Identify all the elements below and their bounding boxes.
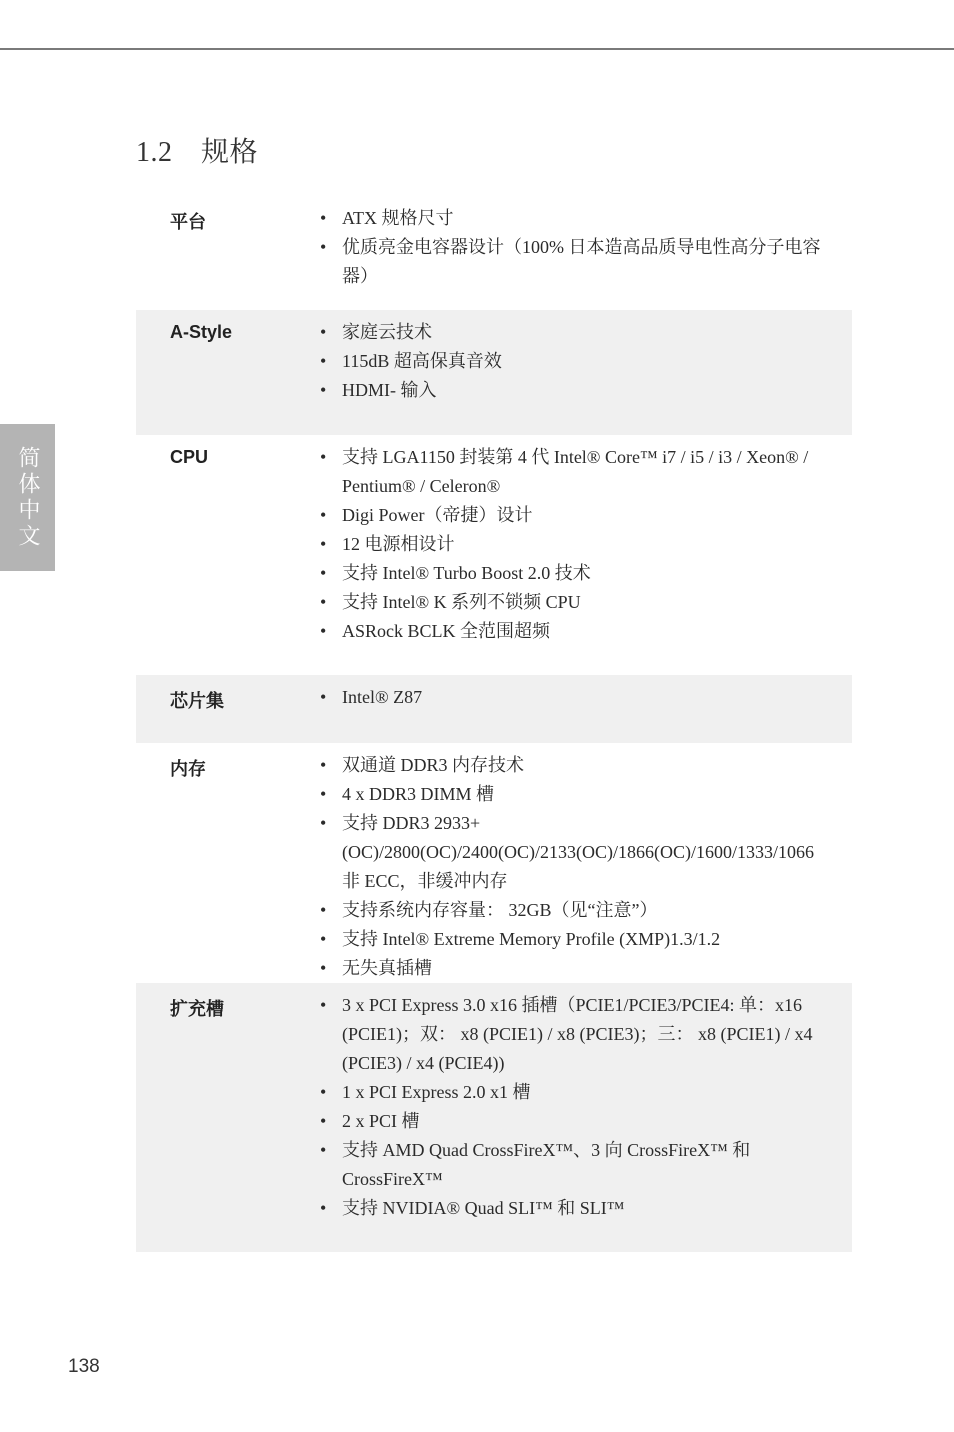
spec-item: • 支持 LGA1150 封装第 4 代 Intel® Core™ i7 / i5 / i3 / Xeon® / Pentium® / Celeron® [316, 443, 828, 501]
spec-item: • ASRock BCLK 全范围超频 [316, 617, 828, 646]
spec-row-platform [136, 196, 852, 310]
spec-item: • HDMI- 输入 [316, 376, 828, 405]
spec-item: • Intel® Z87 [316, 683, 828, 712]
spec-row-expansion-slots [136, 983, 852, 1252]
spec-item: • ATX 规格尺寸 [316, 204, 828, 233]
section-heading [136, 130, 258, 170]
spec-item: • 优质亮金电容器设计（100% 日本造高品质导电性高分子电容器） [316, 233, 828, 291]
spec-label: CPU [170, 447, 209, 467]
spec-label: 内存 [170, 759, 206, 779]
spec-item: • 3 x PCI Express 3.0 x16 插槽（PCIE1/PCIE3/PCIE4: 单：x16 (PCIE1)；双： x8 (PCIE1) / x8 (PCIE3)；三： x8 (PCIE1) / x4 (PCIE3) / x4 (PCIE4)) [316, 991, 828, 1078]
spec-item: • 支持系统内存容量： 32GB（见“注意”） [316, 896, 828, 925]
spec-items [316, 683, 828, 712]
spec-item: • 家庭云技术 [316, 318, 828, 347]
spec-item: • 双通道 DDR3 内存技术 [316, 751, 828, 780]
spec-item: • 支持 Intel® Turbo Boost 2.0 技术 [316, 559, 828, 588]
spec-item: • 无失真插槽 [316, 954, 828, 983]
spec-items [316, 204, 828, 291]
header-rule [0, 48, 954, 50]
spec-item: • 115dB 超高保真音效 [316, 347, 828, 376]
spec-item: • 1 x PCI Express 2.0 x1 槽 [316, 1078, 828, 1107]
spec-item: • 支持 DDR3 2933+(OC)/2800(OC)/2400(OC)/2133(OC)/1866(OC)/1600/1333/1066 非 ECC，非缓冲内存 [316, 809, 828, 896]
spec-label: 扩充槽 [170, 999, 224, 1019]
spec-label: 平台 [170, 212, 206, 232]
spec-item: • 支持 NVIDIA® Quad SLI™ 和 SLI™ [316, 1194, 828, 1223]
spec-label: 芯片集 [170, 691, 224, 711]
spec-item: • 支持 Intel® Extreme Memory Profile (XMP)1.3/1.2 [316, 925, 828, 954]
spec-item: • 支持 Intel® K 系列不锁频 CPU [316, 588, 828, 617]
spec-items [316, 991, 828, 1223]
spec-row-a-style [136, 310, 852, 435]
spec-item: • 2 x PCI 槽 [316, 1107, 828, 1136]
spec-items [316, 751, 828, 983]
spec-item: • Digi Power（帝捷）设计 [316, 501, 828, 530]
spec-row-cpu [136, 435, 852, 675]
spec-row-memory [136, 743, 852, 983]
language-label: 简体中文 [15, 445, 40, 550]
spec-label: A-Style [170, 322, 233, 342]
spec-items [316, 443, 828, 646]
language-side-tab [0, 424, 55, 571]
page-number: 138 [68, 1356, 100, 1377]
spec-item: • 4 x DDR3 DIMM 槽 [316, 780, 828, 809]
spec-items [316, 318, 828, 405]
section-title-text: 规格 [201, 137, 259, 168]
spec-item: • 12 电源相设计 [316, 530, 828, 559]
spec-table [136, 196, 852, 1252]
spec-row-chipset [136, 675, 852, 743]
section-number: 1.2 [136, 137, 173, 168]
spec-item: • 支持 AMD Quad CrossFireX™、3 向 CrossFireX™ 和 CrossFireX™ [316, 1136, 828, 1194]
